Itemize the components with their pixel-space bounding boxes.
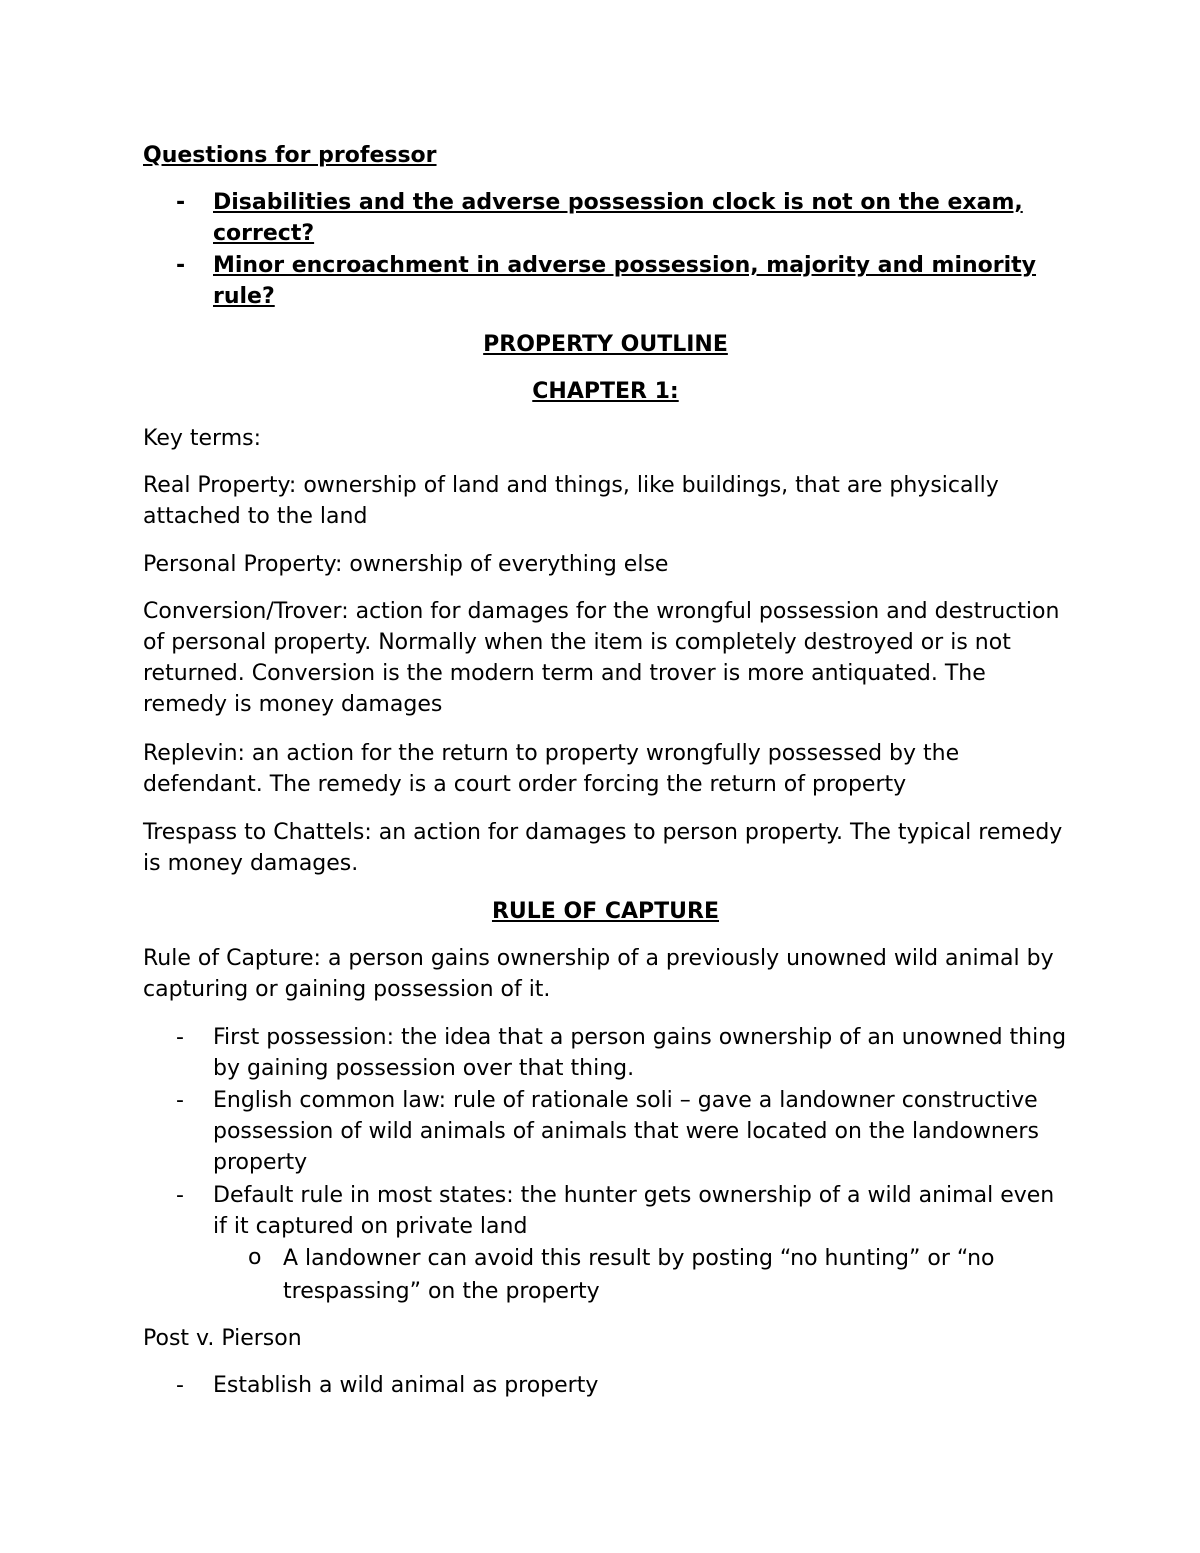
term-replevin: Replevin: an action for the return to property wrongfully possessed by the defendant. The remedy is a court order forcing the return of property	[143, 741, 960, 797]
sub-list-item	[143, 1242, 1068, 1308]
dash-bullet: -	[176, 1088, 184, 1113]
outline-title: PROPERTY OUTLINE	[483, 332, 728, 357]
term-personal-property: Personal Property: ownership of everything else	[143, 552, 669, 577]
capture-definition: Rule of Capture: a person gains ownership of a previously unowned wild animal by capturing or gaining possession of it.	[143, 946, 1054, 1002]
question-text: Disabilities and the adverse possession clock is not on the exam, correct?	[213, 190, 1023, 246]
sub-bullet-text: A landowner can avoid this result by posting “no hunting” or “no trespassing” on the property	[283, 1246, 995, 1304]
circle-bullet: o	[248, 1245, 262, 1270]
chapter-title: CHAPTER 1:	[532, 379, 679, 404]
term-real-property: Real Property: ownership of land and things, like buildings, that are physically attached to the land	[143, 473, 999, 529]
list-item	[143, 250, 1068, 312]
bullet-text: Default rule in most states: the hunter gets ownership of a wild animal even if it captured on private land	[213, 1183, 1055, 1239]
dash-bullet: -	[176, 1025, 184, 1050]
key-terms-label: Key terms:	[143, 426, 262, 451]
list-item	[143, 1085, 1068, 1178]
question-text: Minor encroachment in adverse possession, majority and minority rule?	[213, 253, 1037, 309]
bullet-text: First possession: the idea that a person gains ownership of an unowned thing by gaining possession over that thing.	[213, 1025, 1067, 1081]
dash-bullet: -	[176, 253, 186, 278]
bullet-text: Establish a wild animal as property	[213, 1373, 599, 1398]
case-title: Post v. Pierson	[143, 1326, 302, 1351]
term-conversion-trover: Conversion/Trover: action for damages for the wrongful possession and destruction of personal property. Normally when the item is completely destroyed or is not returned. Conversion is the modern term and trover is more antiquated. The remedy is money damages	[143, 599, 1060, 717]
list-item	[143, 1180, 1068, 1242]
dash-bullet: -	[176, 1183, 184, 1208]
questions-heading: Questions for professor	[143, 143, 437, 168]
term-trespass-to-chattels: Trespass to Chattels: an action for damages to person property. The typical remedy is money damages.	[143, 820, 1063, 876]
bullet-text: English common law: rule of rationale soli – gave a landowner constructive possession of wild animals of animals that were located on the landowners property	[213, 1088, 1039, 1175]
list-item	[143, 187, 1068, 249]
capture-heading: RULE OF CAPTURE	[491, 899, 720, 924]
dash-bullet: -	[176, 1373, 184, 1398]
list-item	[143, 1370, 1068, 1401]
dash-bullet: -	[176, 190, 186, 215]
list-item	[143, 1022, 1068, 1084]
